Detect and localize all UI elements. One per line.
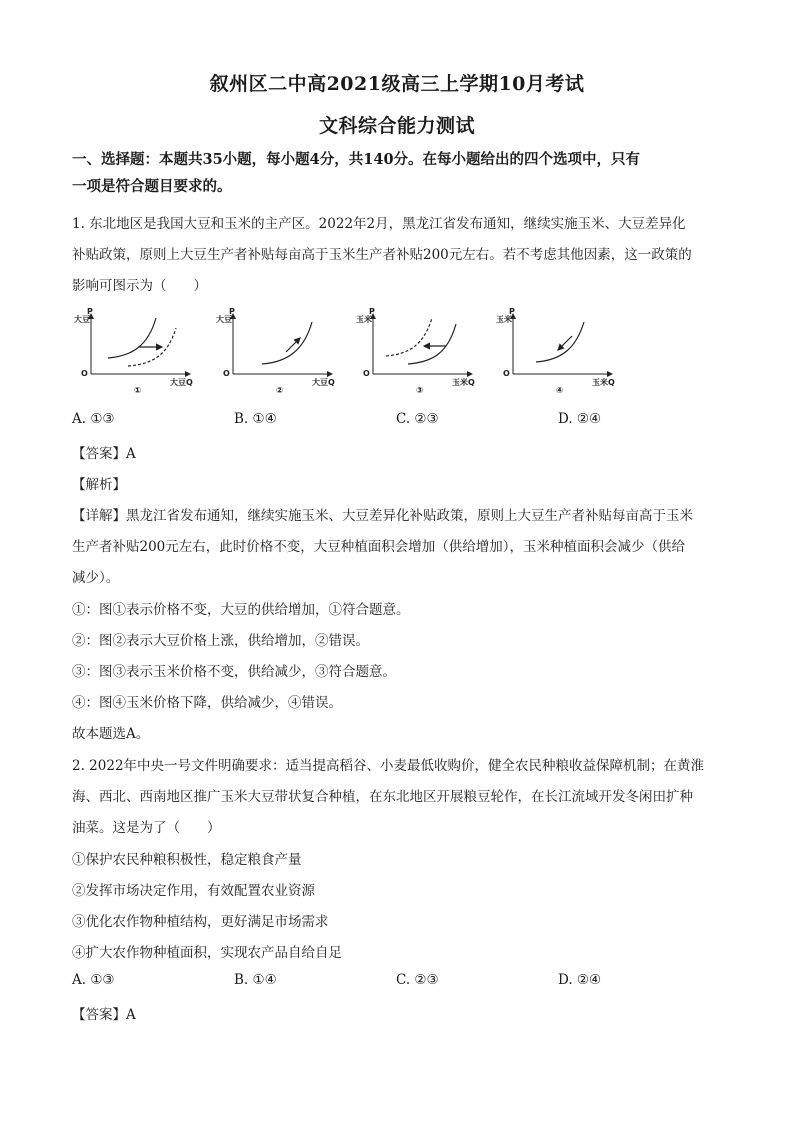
q1-option-d: D. ②④	[558, 411, 602, 427]
q1-analysis-tag: 【解析】	[72, 477, 126, 493]
section-line-2: 一项是符合题目要求的。	[72, 178, 232, 195]
supply-graph-2	[214, 306, 344, 401]
q1-point-2: ②：图②表示大豆价格上涨，供给增加，②错误。	[72, 633, 369, 649]
q1-detail-line-1	[72, 504, 693, 524]
section-line-1: 一、选择题：本题共35小题，每小题4分，共140分。在每小题给出的四个选项中，只有	[72, 151, 641, 168]
supply-graph-4	[494, 306, 624, 401]
graph1-supply-curve	[108, 318, 156, 358]
graph1-x-label: 大豆Q	[170, 378, 193, 387]
q2-item-4: ④扩大农作物种植面积，实现农产品自给自足	[72, 945, 342, 961]
q1-option-a: A. ①③	[72, 411, 115, 427]
graph2-y-name: 大豆	[216, 315, 232, 324]
graph3-caption: ③	[416, 386, 424, 396]
exam-subtitle: 文科综合能力测试	[318, 115, 475, 137]
supply-graph-1	[72, 306, 202, 401]
q2-item-1: ①保护农民种粮积极性，稳定粮食产量	[72, 852, 302, 868]
graph2-supply-curve	[262, 322, 312, 364]
q1-detail-text-1: 黑龙江省发布通知，继续实施玉米、大豆差异化补贴政策，原则上大豆生产者补贴每亩高于玉米	[126, 508, 693, 524]
q1-option-b: B. ①④	[234, 411, 277, 427]
graph2-y-label: P	[229, 307, 235, 316]
q2-line-3: 油菜。这是为了（ ）	[72, 820, 221, 836]
graph2-x-label: 大豆Q	[312, 378, 335, 387]
q1-detail-line-3: 减少）。	[72, 570, 120, 586]
q1-detail-tag: 【详解】	[72, 508, 126, 524]
q1-point-3: ③：图③表示玉米价格不变，供给减少，③符合题意。	[72, 664, 396, 680]
q1-line-3: 影响可图示为（ ）	[72, 278, 207, 294]
q1-detail-line-2: 生产者补贴200元左右，此时价格不变，大豆种植面积会增加（供给增加），玉米种植面积会减少（供给	[72, 539, 686, 555]
graph2-arrow	[286, 338, 300, 352]
q2-option-c: C. ②③	[396, 972, 439, 988]
q1-point-1: ①：图①表示价格不变，大豆的供给增加，①符合题意。	[72, 602, 410, 618]
q2-option-d: D. ②④	[558, 972, 602, 988]
graph3-supply-curve	[408, 324, 456, 364]
graph3-x-label: 玉米Q	[452, 378, 475, 387]
q1-answer-tag: 【答案】	[72, 446, 126, 462]
graph4-y-name: 玉米	[496, 315, 512, 324]
graph2-caption: ②	[276, 386, 284, 396]
graph1-caption: ①	[134, 386, 142, 396]
q2-answer	[72, 1003, 136, 1023]
graph1-y-label: P	[87, 307, 93, 316]
q1-line-2: 补贴政策，原则上大豆生产者补贴每亩高于玉米生产者补贴200元左右。若不考虑其他因素，这一政策的	[72, 247, 692, 263]
graph1-origin: O	[81, 369, 88, 378]
q1-point-4: ④：图④玉米价格下降，供给减少，④错误。	[72, 695, 342, 711]
graph4-caption: ④	[556, 386, 564, 396]
graph4-supply-curve	[536, 322, 584, 362]
q2-line-1: 2. 2022年中央一号文件明确要求：适当提高稻谷、小麦最低收购价，健全农民种粮收益保障机制；在黄淮	[72, 758, 705, 774]
q2-item-3: ③优化农作物种植结构，更好满足市场需求	[72, 914, 329, 930]
graph4-y-label: P	[509, 307, 515, 316]
q1-answer-value: A	[126, 446, 136, 462]
q2-option-b: B. ①④	[234, 972, 277, 988]
exam-title: 叙州区二中高2021级高三上学期10月考试	[209, 73, 585, 95]
q2-answer-value: A	[126, 1007, 136, 1023]
graph2-origin: O	[223, 369, 230, 378]
q1-line-1: 1. 东北地区是我国大豆和玉米的主产区。2022年2月，黑龙江省发布通知，继续实施玉米、大豆差异化	[72, 216, 686, 232]
q1-conclusion: 故本题选A。	[72, 726, 150, 742]
graph1-y-name: 大豆	[74, 315, 90, 324]
section-instruction	[72, 146, 732, 200]
graph3-origin: O	[363, 369, 370, 378]
q1-option-c: C. ②③	[396, 411, 439, 427]
graph3-y-label: P	[369, 307, 375, 316]
graph3-y-name: 玉米	[356, 315, 372, 324]
q2-line-2: 海、西北、西南地区推广玉米大豆带状复合种植，在东北地区开展粮豆轮作，在长江流域开发冬闲田扩种	[72, 789, 693, 805]
q1-answer	[72, 442, 136, 462]
graph4-origin: O	[503, 369, 510, 378]
supply-graph-3	[354, 306, 484, 401]
graph4-x-label: 玉米Q	[592, 378, 615, 387]
q2-answer-tag: 【答案】	[72, 1007, 126, 1023]
q2-option-a: A. ①③	[72, 972, 115, 988]
q2-item-2: ②发挥市场决定作用，有效配置农业资源	[72, 883, 315, 899]
graph3-shifted-curve	[386, 318, 432, 356]
